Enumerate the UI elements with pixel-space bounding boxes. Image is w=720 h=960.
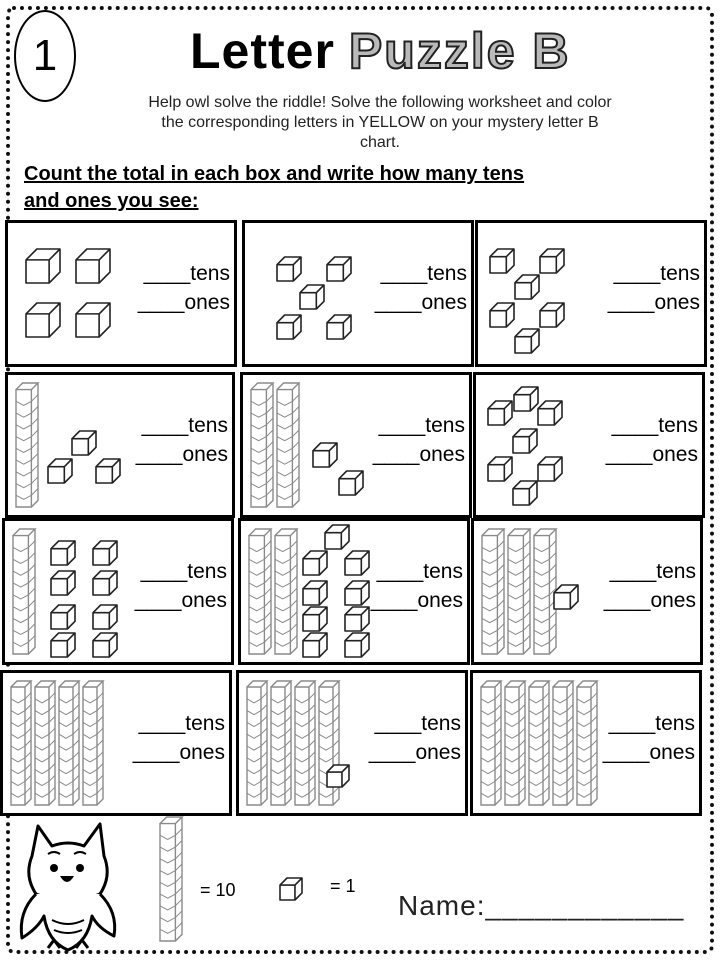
problem-box <box>5 372 235 518</box>
unit-cube <box>488 401 512 425</box>
title-word-puzzle-b: Puzzle B <box>348 23 571 79</box>
unit-cube <box>51 633 75 657</box>
unit-cube <box>51 571 75 595</box>
ten-rod <box>247 681 267 805</box>
tens-answer-blank[interactable]: ____tens <box>380 262 467 285</box>
unit-cube <box>93 541 117 565</box>
task-heading-line-1: Count the total in each box and write how many tens <box>24 163 525 185</box>
tens-answer-blank[interactable]: ____tens <box>143 262 230 285</box>
problem-box <box>236 670 468 816</box>
instructions-line-2: the corresponding letters in YELLOW on your mystery letter B <box>161 114 599 131</box>
ones-answer-blank[interactable]: ____ones <box>132 741 225 764</box>
unit-cube <box>345 607 369 631</box>
problem-box <box>470 670 702 816</box>
task-heading-line-2: and ones you see: <box>24 190 199 212</box>
unit-cube <box>538 457 562 481</box>
unit-cube <box>345 633 369 657</box>
ten-rod <box>508 529 530 654</box>
unit-cube <box>327 315 351 339</box>
ten-rod <box>16 383 38 507</box>
unit-cube <box>26 303 60 337</box>
tens-answer-blank[interactable]: ____tens <box>140 560 227 583</box>
ten-rod <box>295 681 315 805</box>
unit-cube <box>515 275 539 299</box>
unit-cube <box>93 571 117 595</box>
ten-rod <box>553 681 573 805</box>
unit-cube <box>96 459 120 483</box>
ten-rod <box>277 383 299 507</box>
unit-cube <box>72 431 96 455</box>
ones-answer-blank[interactable]: ____ones <box>372 443 465 466</box>
title-word-letter: Letter <box>190 23 335 79</box>
ones-answer-blank[interactable]: ____ones <box>607 291 700 314</box>
unit-cube <box>303 551 327 575</box>
unit-cube <box>76 249 110 283</box>
unit-cube <box>277 257 301 281</box>
problem-box <box>238 518 470 665</box>
tens-answer-blank[interactable]: ____tens <box>613 262 700 285</box>
unit-cube <box>325 525 349 549</box>
unit-cube <box>345 581 369 605</box>
ten-rod <box>534 529 556 654</box>
unit-cube <box>303 633 327 657</box>
ten-rod <box>251 383 273 507</box>
unit-cube <box>327 765 349 787</box>
tens-answer-blank[interactable]: ____tens <box>374 712 461 735</box>
name-field[interactable] <box>398 890 684 922</box>
ones-answer-blank[interactable]: ____ones <box>135 443 228 466</box>
tens-answer-blank[interactable]: ____tens <box>378 414 465 437</box>
unit-cube <box>303 581 327 605</box>
problem-box <box>2 518 234 665</box>
ten-rod <box>59 681 79 805</box>
unit-cube <box>554 585 578 609</box>
unit-cube <box>490 303 514 327</box>
tens-answer-blank[interactable]: ____tens <box>611 414 698 437</box>
unit-cube <box>93 633 117 657</box>
unit-cube <box>488 457 512 481</box>
page-title <box>190 22 571 82</box>
ten-rod <box>13 529 35 654</box>
unit-cube <box>515 329 539 353</box>
ones-answer-blank[interactable]: ____ones <box>370 589 463 612</box>
unit-cube <box>538 401 562 425</box>
unit-cube <box>300 285 324 309</box>
unit-cube <box>513 429 537 453</box>
unit-cube <box>26 249 60 283</box>
ten-rod <box>271 681 291 805</box>
puzzle-number-badge <box>14 10 76 102</box>
problem-box <box>5 220 237 367</box>
ones-answer-blank[interactable]: ____ones <box>605 443 698 466</box>
unit-cube <box>303 607 327 631</box>
problem-box <box>471 518 703 665</box>
tens-answer-blank[interactable]: ____tens <box>609 560 696 583</box>
unit-cube <box>540 303 564 327</box>
unit-cube <box>327 257 351 281</box>
instructions-line-3: chart. <box>359 134 400 151</box>
unit-cube <box>514 387 538 411</box>
legend-ten-label: = 10 <box>200 880 236 900</box>
unit-cube <box>76 303 110 337</box>
tens-answer-blank[interactable]: ____tens <box>376 560 463 583</box>
unit-cube <box>51 541 75 565</box>
unit-cube <box>51 605 75 629</box>
tens-answer-blank[interactable]: ____tens <box>608 712 695 735</box>
ten-rod <box>577 681 597 805</box>
ones-answer-blank[interactable]: ____ones <box>602 741 695 764</box>
problem-box <box>0 670 232 816</box>
legend-unit-cube-icon <box>278 876 304 904</box>
legend-one-label: = 1 <box>330 876 356 896</box>
tens-answer-blank[interactable]: ____tens <box>141 414 228 437</box>
ones-answer-blank[interactable]: ____ones <box>134 589 227 612</box>
instructions-line-1: Help owl solve the riddle! Solve the following worksheet and color <box>148 94 612 111</box>
ones-answer-blank[interactable]: ____ones <box>368 741 461 764</box>
problem-box <box>473 372 705 518</box>
tens-answer-blank[interactable]: ____tens <box>138 712 225 735</box>
ones-answer-blank[interactable]: ____ones <box>603 589 696 612</box>
unit-cube <box>313 443 337 467</box>
puzzle-number: 1 <box>32 31 58 80</box>
task-heading <box>24 161 664 215</box>
unit-cube <box>339 471 363 495</box>
unit-cube <box>277 315 301 339</box>
ten-rod <box>11 681 31 805</box>
name-label: Name:____________ <box>398 890 685 921</box>
unit-cube <box>540 249 564 273</box>
problem-box <box>240 372 472 518</box>
ten-rod <box>35 681 55 805</box>
ten-rod <box>482 529 504 654</box>
ten-rod <box>249 529 271 654</box>
problem-box <box>475 220 707 367</box>
legend-ten-rod-icon <box>156 815 186 943</box>
ten-rod <box>275 529 297 654</box>
ones-answer-blank[interactable]: ____ones <box>374 291 467 314</box>
ten-rod <box>529 681 549 805</box>
unit-cube <box>93 605 117 629</box>
ten-rod <box>505 681 525 805</box>
unit-cube <box>345 551 369 575</box>
unit-cube <box>490 249 514 273</box>
instructions <box>80 93 680 153</box>
problem-box <box>242 220 474 367</box>
ten-rod <box>83 681 103 805</box>
ones-answer-blank[interactable]: ____ones <box>137 291 230 314</box>
unit-cube <box>48 459 72 483</box>
unit-cube <box>513 481 537 505</box>
ten-rod <box>481 681 501 805</box>
owl-icon <box>8 816 128 956</box>
